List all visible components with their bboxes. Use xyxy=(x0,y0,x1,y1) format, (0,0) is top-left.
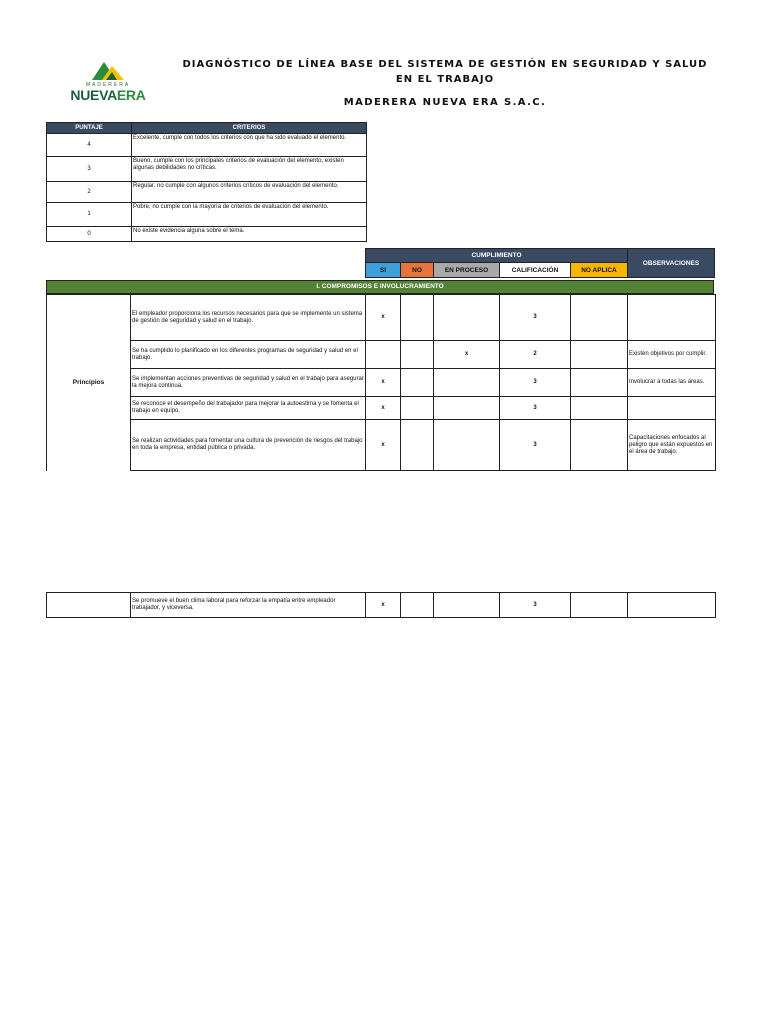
criteria-text: Excelente, cumple con todos los criterios con que ha sido evaluado el elemento. xyxy=(132,134,367,157)
criteria-score: 4 xyxy=(47,134,132,157)
logo-word-era: ERA xyxy=(116,87,146,103)
cell-si: x xyxy=(366,420,401,471)
column-en-proceso-header: EN PROCESO xyxy=(434,263,500,278)
cell-en-proceso xyxy=(434,295,500,341)
cell-observaciones xyxy=(628,397,716,420)
cell-si xyxy=(366,341,401,369)
logo-maderera-text: MADERERA xyxy=(85,82,131,88)
cell-observaciones: Capacitaciones enfocados al peligro que están expuestos en el área de trabajo. xyxy=(628,420,716,471)
criteria-score: 0 xyxy=(47,227,132,242)
cell-si: x xyxy=(366,369,401,397)
cell-calificacion: 2 xyxy=(500,341,571,369)
criteria-header-score: PUNTAJE xyxy=(47,123,132,134)
criteria-row xyxy=(47,227,367,242)
cell-si: x xyxy=(366,295,401,341)
criteria-table xyxy=(46,122,367,242)
cell-no xyxy=(401,295,434,341)
evaluation-criterion: Se implementan acciones preventivas de seguridad y salud en el trabajo para asegurar la mejora continua. xyxy=(131,369,366,397)
evaluation-criterion: Se realizan actividades para fomentar una cultura de prevención de riesgos del trabajo en toda la empresa, entidad pública o privada. xyxy=(131,420,366,471)
cell-no xyxy=(401,341,434,369)
cell-no-aplica xyxy=(571,420,628,471)
company-logo xyxy=(58,56,158,106)
cell-observaciones: Existen objetivos por cumplir. xyxy=(628,341,716,369)
evaluation-row xyxy=(47,341,716,369)
cell-no-aplica xyxy=(571,369,628,397)
cell-calificacion: 3 xyxy=(500,593,571,618)
cell-en-proceso xyxy=(434,420,500,471)
criteria-text: Pobre, no cumple con la mayoría de criterios de evaluación del elemento. xyxy=(132,203,367,227)
cell-en-proceso xyxy=(434,397,500,420)
evaluation-row xyxy=(47,397,716,420)
cell-no-aplica xyxy=(571,397,628,420)
cell-observaciones: Involucrar a todas las áreas. xyxy=(628,369,716,397)
criteria-score: 1 xyxy=(47,203,132,227)
compliance-group-header: CUMPLIMIENTO xyxy=(366,249,628,263)
logo-word-nueva: NUEVA xyxy=(70,87,117,103)
column-si-header: SI xyxy=(366,263,401,278)
evaluation-criterion: Se ha cumplido lo planificado en los diferentes programas de seguridad y salud en el trabajo. xyxy=(131,341,366,369)
evaluation-table-continued xyxy=(46,592,716,618)
logo-wordmark xyxy=(58,87,158,103)
cell-no xyxy=(401,397,434,420)
column-no-aplica-header: NO APLICA xyxy=(571,263,628,278)
cell-en-proceso: x xyxy=(434,341,500,369)
cell-no xyxy=(401,420,434,471)
evaluation-criterion: Se reconoce el desempeño del trabajador para mejorar la autoestima y se fomenta el trabajo en equipo. xyxy=(131,397,366,420)
criteria-text: No existe evidencia alguna sobre el tema. xyxy=(132,227,367,242)
evaluation-criterion: Se promueve el buen clima laboral para reforzar la empatía entre empleador trabajador, y viceversa. xyxy=(131,593,366,618)
document-title: DIAGNÓSTICO DE LÍNEA BASE DEL SISTEMA DE GESTIÓN EN SEGURIDAD Y SALUD EN EL TRABAJO xyxy=(182,59,708,85)
criteria-header-criteria: CRITERIOS xyxy=(132,123,367,134)
criteria-row xyxy=(47,203,367,227)
evaluation-row xyxy=(47,420,716,471)
criteria-row xyxy=(47,134,367,157)
cell-no-aplica xyxy=(571,341,628,369)
cell-en-proceso xyxy=(434,369,500,397)
cell-calificacion: 3 xyxy=(500,420,571,471)
evaluation-row xyxy=(47,369,716,397)
cell-en-proceso xyxy=(434,593,500,618)
cell-si: x xyxy=(366,397,401,420)
category-cell-empty xyxy=(47,593,131,618)
cell-calificacion: 3 xyxy=(500,369,571,397)
column-no-header: NO xyxy=(401,263,434,278)
cell-observaciones xyxy=(628,295,716,341)
criteria-score: 2 xyxy=(47,182,132,203)
evaluation-row xyxy=(47,295,716,341)
cell-no-aplica xyxy=(571,593,628,618)
criteria-header-row xyxy=(47,123,367,134)
cell-no xyxy=(401,593,434,618)
cell-observaciones xyxy=(628,593,716,618)
cell-calificacion: 3 xyxy=(500,397,571,420)
criteria-score: 3 xyxy=(47,157,132,182)
mountain-logo-icon xyxy=(90,58,126,82)
category-principios: Principios xyxy=(47,295,131,471)
cell-no-aplica xyxy=(571,295,628,341)
criteria-text: Regular, no cumple con algunos criterios críticos de evaluación del elemento. xyxy=(132,182,367,203)
section-title-bar: I. COMPROMISOS E INVOLUCRAMIENTO xyxy=(46,280,714,294)
column-calificacion-header: CALIFICACIÓN xyxy=(500,263,571,278)
criteria-text: Bueno, cumple con los principales criterios de evaluación del elemento, existen algunas debilidades no críticas. xyxy=(132,157,367,182)
cell-no xyxy=(401,369,434,397)
observations-header: OBSERVACIONES xyxy=(628,249,715,278)
evaluation-table xyxy=(46,294,716,471)
cell-si: x xyxy=(366,593,401,618)
compliance-header-table xyxy=(365,248,715,278)
cell-calificacion: 3 xyxy=(500,295,571,341)
criteria-row xyxy=(47,182,367,203)
evaluation-criterion: El empleador proporciona los recursos necesarios para que se implemente un sistema de gestión de seguridad y salud en el trabajo. xyxy=(131,295,366,341)
evaluation-row xyxy=(47,593,716,618)
criteria-row xyxy=(47,157,367,182)
company-name: MADERERA NUEVA ERA S.A.C. xyxy=(343,97,547,108)
